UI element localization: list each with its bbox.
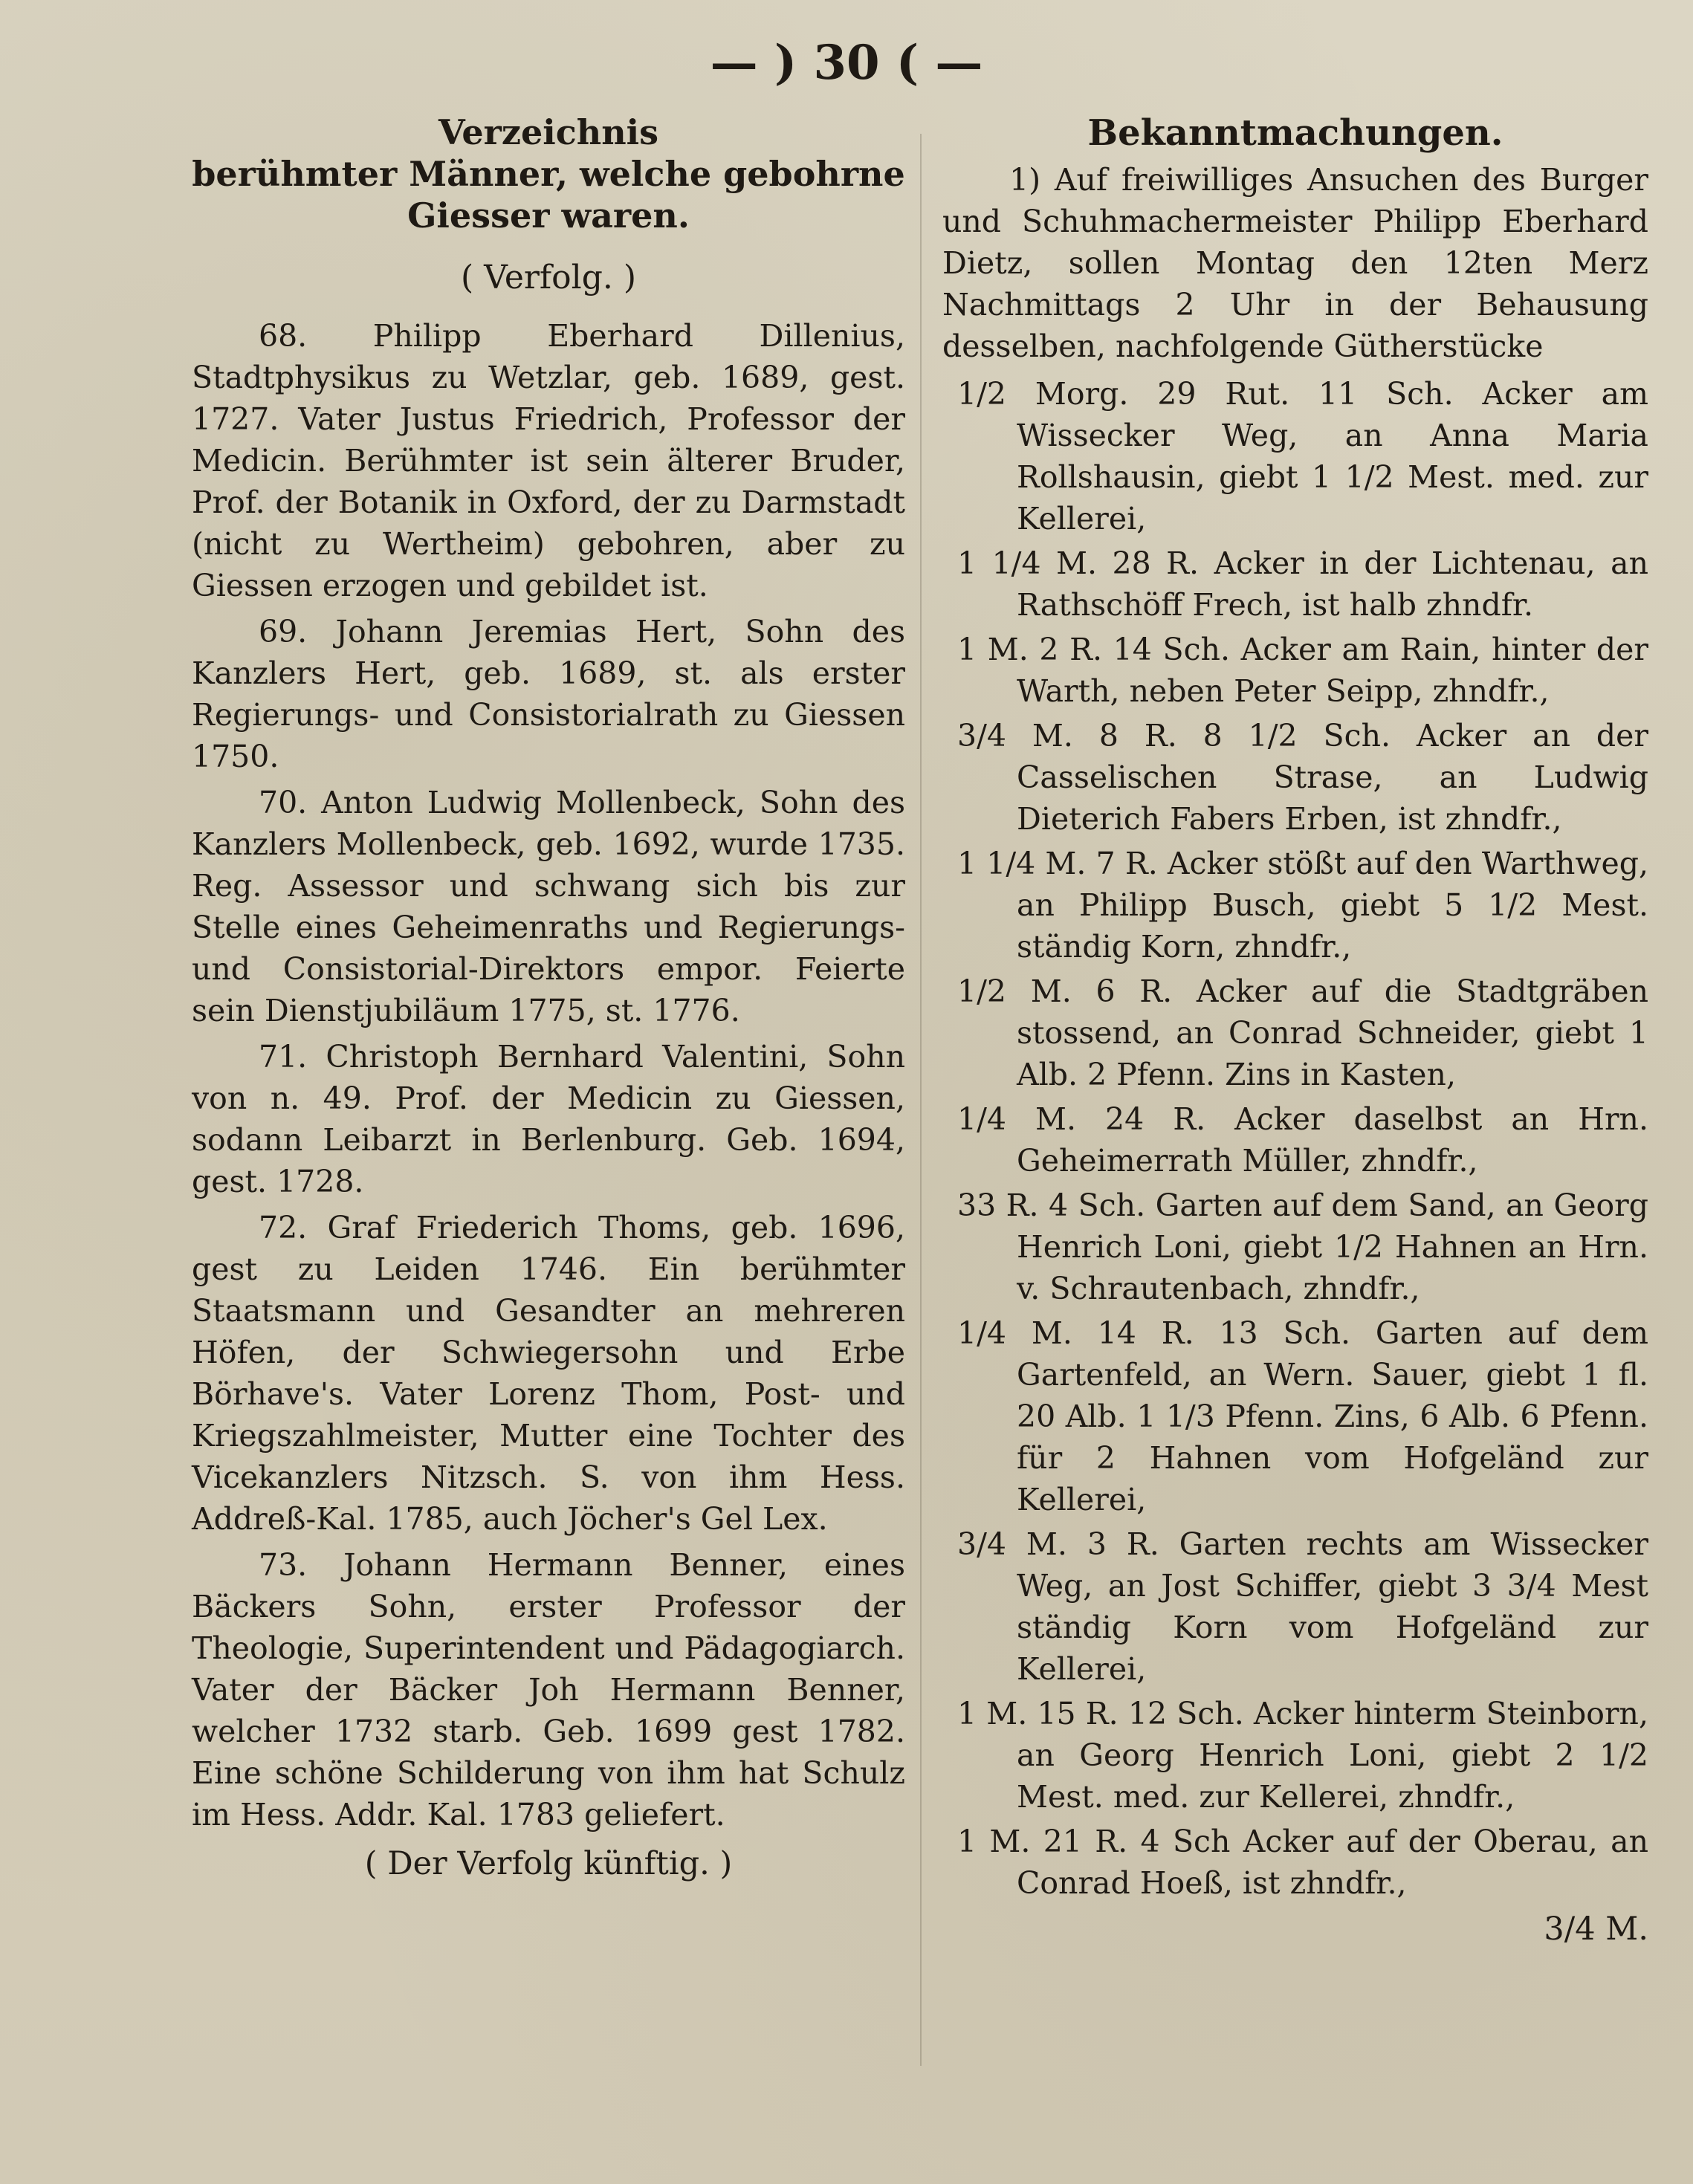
- property-item: 1 1/4 M. 28 R. Acker in der Lichtenau, an Rathschöff Frech, ist halb zhndfr.: [957, 545, 1648, 623]
- property-item: 1/4 M. 24 R. Acker daselbst an Hrn. Geheimerrath Müller, zhndfr.,: [957, 1101, 1648, 1179]
- section-title-continued: berühmter Männer, welche gebohrne Giesser waren.: [192, 154, 905, 236]
- section-subtitle: ( Verfolg. ): [460, 259, 637, 297]
- property-item: 33 R. 4 Sch. Garten auf dem Sand, an Georg Henrich Loni, giebt 1/2 Hahnen an Hrn. v. Schrautenbach, zhndfr.,: [957, 1187, 1648, 1306]
- left-column: [192, 111, 905, 1916]
- announcements-title: Bekanntmachungen.: [1087, 112, 1503, 154]
- left-title-block: [192, 111, 905, 236]
- right-column: [942, 111, 1648, 1982]
- biography-entry: 70. Anton Ludwig Mollenbeck, Sohn des Kanzlers Mollenbeck, geb. 1692, wurde 1735. Reg. Assessor und schwang sich bis zur Stelle eines Geheimenraths und Regierungs- und Consistorial-Direktors empor. Feierte sein Dienstjubiläum 1775, st. 1776.: [192, 785, 905, 1028]
- property-item: 1/2 Morg. 29 Rut. 11 Sch. Acker am Wissecker Weg, an Anna Maria Rollshausin, giebt 1 1/2 Mest. med. zur Kellerei,: [957, 376, 1648, 537]
- property-item: 3/4 M. 8 R. 8 1/2 Sch. Acker an der Casselischen Strase, an Ludwig Dieterich Fabers Erben, ist zhndfr.,: [957, 718, 1648, 837]
- page-number: — ) 30 ( —: [710, 35, 983, 91]
- section-title: Verzeichnis: [438, 112, 659, 152]
- biography-entry: 72. Graf Friederich Thoms, geb. 1696, gest zu Leiden 1746. Ein berühmter Staatsmann und Gesandter an mehreren Höfen, der Schwiegersohn und Erbe Börhave's. Vater Lorenz Thom, Post- und Kriegszahlmeister, Mutter eine Tochter des Vicekanzlers Nitzsch. S. von ihm Hess. Addreß-Kal. 1785, auch Jöcher's Gel Lex.: [192, 1210, 905, 1537]
- property-item: 1 M. 21 R. 4 Sch Acker auf der Oberau, an Conrad Hoeß, ist zhndfr.,: [957, 1824, 1648, 1901]
- property-item: 1/4 M. 14 R. 13 Sch. Garten auf dem Gartenfeld, an Wern. Sauer, giebt 1 fl. 20 Alb. 1 1/3 Pfenn. Zins, 6 Alb. 6 Pfenn. für 2 Hahnen vom Hofgeländ zur Kellerei,: [957, 1315, 1648, 1517]
- continuation-note: ( Der Verfolg künftig. ): [364, 1845, 733, 1882]
- biography-entry: 68. Philipp Eberhard Dillenius, Stadtphysikus zu Wetzlar, geb. 1689, gest. 1727. Vater Justus Friedrich, Professor der Medicin. Berühmter ist sein älterer Bruder, Prof. der Botanik in Oxford, der zu Darmstadt (nicht zu Wertheim) gebohren, aber zu Giessen erzogen und gebildet ist.: [192, 318, 905, 603]
- biography-entry: 71. Christoph Bernhard Valentini, Sohn von n. 49. Prof. der Medicin zu Giessen, sodann Leibarzt in Berlenburg. Geb. 1694, gest. 1728.: [192, 1039, 905, 1199]
- catchword: 3/4 M.: [1544, 1911, 1648, 1948]
- property-item: 1/2 M. 6 R. Acker auf die Stadtgräben stossend, an Conrad Schneider, giebt 1 Alb. 2 Pfenn. Zins in Kasten,: [957, 973, 1648, 1092]
- property-item: 1 1/4 M. 7 R. Acker stößt auf den Warthweg, an Philipp Busch, giebt 5 1/2 Mest. ständig Korn, zhndfr.,: [957, 846, 1648, 965]
- column-divider: [920, 134, 922, 2066]
- property-item: 1 M. 2 R. 14 Sch. Acker am Rain, hinter der Warth, neben Peter Seipp, zhndfr.,: [957, 632, 1648, 709]
- announcement-intro: 1) Auf freiwilliges Ansuchen des Burger und Schuhmachermeister Philipp Eberhard Dietz, sollen Montag den 12ten Merz Nachmittags 2 Uhr in der Behausung desselben, nachfolgende Gütherstücke: [942, 162, 1648, 364]
- biography-entry: 69. Johann Jeremias Hert, Sohn des Kanzlers Hert, geb. 1689, st. als erster Regierungs- und Consistorialrath zu Giessen 1750.: [192, 614, 905, 774]
- property-item: 1 M. 15 R. 12 Sch. Acker hinterm Steinborn, an Georg Henrich Loni, giebt 2 1/2 Mest. med. zur Kellerei, zhndfr.,: [957, 1696, 1648, 1815]
- biography-entry: 73. Johann Hermann Benner, eines Bäckers Sohn, erster Professor der Theologie, Superintendent und Pädagogiarch. Vater der Bäcker Joh Hermann Benner, welcher 1732 starb. Geb. 1699 gest 1782. Eine schöne Schilderung von ihm hat Schulz im Hess. Addr. Kal. 1783 geliefert.: [192, 1547, 905, 1833]
- property-item: 3/4 M. 3 R. Garten rechts am Wissecker Weg, an Jost Schiffer, giebt 3 3/4 Mest ständig Korn vom Hofgeländ zur Kellerei,: [957, 1526, 1648, 1687]
